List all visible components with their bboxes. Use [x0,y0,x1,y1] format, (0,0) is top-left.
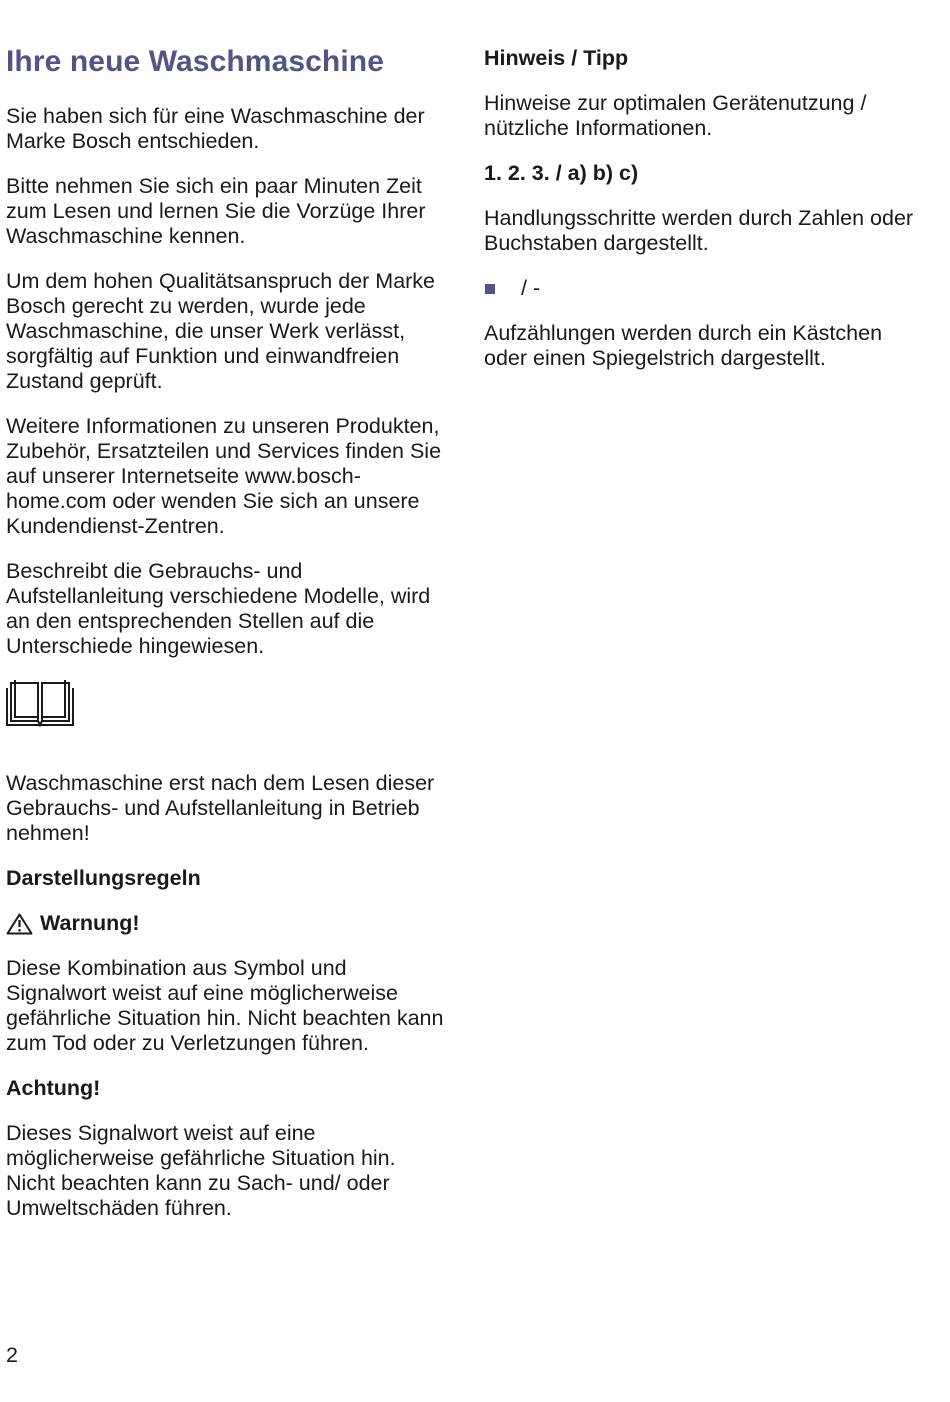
steps-text: Handlungsschritte werden durch Zahlen oder Buchstaben dargestellt. [484,206,914,255]
list-symbol-text: / - [521,276,541,300]
intro-paragraph-4: Weitere Informationen zu unseren Produkten, Zubehör, Ersatzteilen und Services finden Sie auf unserer Internetseite www.bosch-home.com oder wenden Sie sich an unsere Kundendienst-Zentren. [6,414,442,538]
page-title: Ihre neue Waschmaschine [6,45,384,78]
bullet-square-icon [485,284,495,294]
caution-text: Dieses Signalwort weist auf eine möglicherweise gefährliche Situation hin. Nicht beachten kann zu Sach- und/ oder Umweltschäden führen. [6,1121,396,1220]
page-number: 2 [6,1343,18,1367]
list-text: Aufzählungen werden durch ein Kästchen oder einen Spiegelstrich dargestellt. [484,321,883,370]
right-column [484,44,924,391]
left-column [6,44,446,1241]
conventions-heading: Darstellungsregeln [6,866,201,890]
caution-heading: Achtung! [6,1076,101,1100]
intro-paragraph-5: Beschreibt die Gebrauchs- und Aufstellanleitung verschiedene Modelle, wird an den entsprechenden Stellen auf die Unterschiede hingewiesen. [6,559,431,658]
intro-paragraph-2: Bitte nehmen Sie sich ein paar Minuten Zeit zum Lesen und lernen Sie die Vorzüge Ihrer Waschmaschine kennen. [6,174,426,248]
read-notice: Waschmaschine erst nach dem Lesen dieser Gebrauchs- und Aufstellanleitung in Betrieb nehmen! [6,771,435,845]
hint-text: Hinweise zur optimalen Gerätenutzung / nützliche Informationen. [484,91,867,140]
steps-heading: 1. 2. 3. / a) b) c) [484,161,639,185]
intro-paragraph-1: Sie haben sich für eine Waschmaschine der Marke Bosch entschieden. [6,104,425,153]
hint-heading: Hinweis / Tipp [484,46,629,70]
list-symbol-row [484,276,924,301]
warning-triangle-icon [6,913,33,935]
intro-paragraph-3: Um dem hohen Qualitätsanspruch der Marke Bosch gerecht zu werden, wurde jede Waschmaschine, die unser Werk verlässt, sorgfältig auf Funktion und einwandfreien Zustand geprüft. [6,269,436,393]
open-book-icon [6,679,74,727]
warning-label: Warnung! [40,911,140,935]
warning-text: Diese Kombination aus Symbol und Signalwort weist auf eine möglicherweise gefährliche Situation hin. Nicht beachten kann zum Tod oder zu Verletzungen führen. [6,956,444,1055]
warning-heading [6,911,446,936]
